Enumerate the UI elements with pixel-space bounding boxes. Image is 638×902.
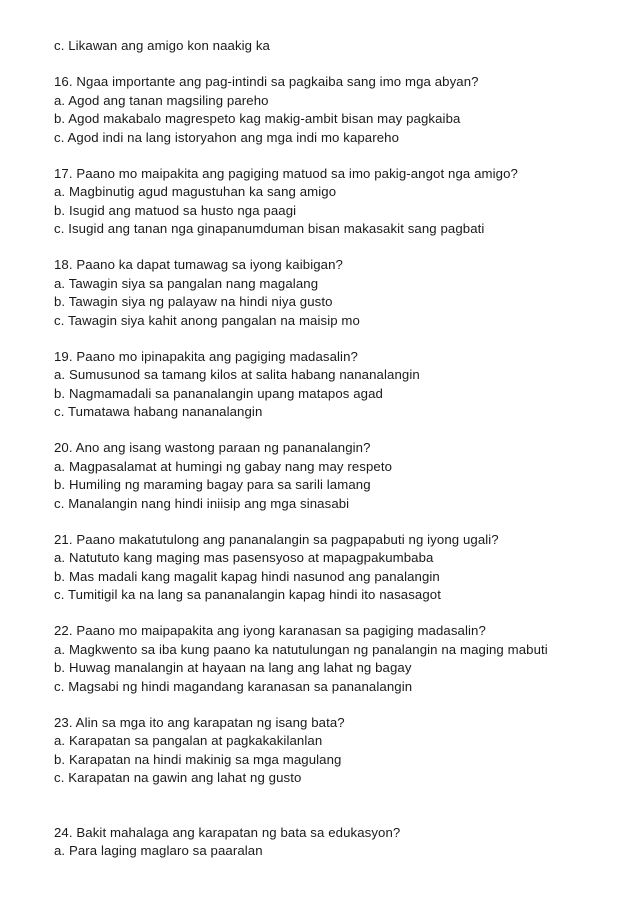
option-b: b. Humiling ng maraming bagay para sa sarili lamang (54, 477, 371, 492)
option-c: c. Tawagin siya kahit anong pangalan na maisip mo (54, 312, 360, 328)
question-text: 18. Paano ka dapat tumawag sa iyong kaibigan? (54, 257, 343, 272)
option-a: a. Magbinutig agud magustuhan ka sang amigo (54, 184, 337, 199)
question-text: 23. Alin sa mga ito ang karapatan ng isang bata? (54, 714, 345, 730)
question-17 (54, 165, 634, 239)
question-text: 17. Paano mo maipakita ang pagiging matuod sa imo pakig-angot nga amigo? (54, 165, 518, 181)
question-20 (54, 439, 634, 513)
option-a: a. Agod ang tanan magsiling pareho (54, 92, 269, 108)
option-c: c. Manalangin nang hindi iniisip ang mga sinasabi (54, 495, 350, 511)
question-text: 21. Paano makatutulong ang pananalangin sa pagpapabuti ng iyong ugali? (54, 531, 499, 547)
question-text: 24. Bakit mahalaga ang karapatan ng bata sa edukasyon? (54, 824, 401, 840)
question-23 (54, 714, 634, 788)
option-c: c. Karapatan na gawin ang lahat ng gusto (54, 770, 302, 785)
question-text: 22. Paano mo maipapakita ang iyong karanasan sa pagiging madasalin? (54, 623, 486, 638)
option-b: b. Huwag manalangin at hayaan na lang ang lahat ng bagay (54, 660, 412, 675)
option-b: b. Tawagin siya ng palayaw na hindi niya gusto (54, 294, 333, 309)
question-24 (54, 824, 634, 861)
question-18 (54, 256, 634, 330)
option-c: c. Isugid ang tanan nga ginapanumduman bisan makasakit sang pagbati (54, 221, 485, 236)
option-c: c. Tumitigil ka na lang sa pananalangin kapag hindi ito nasasagot (54, 587, 441, 602)
option-b: b. Isugid ang matuod sa husto nga paagi (54, 202, 297, 218)
option-a: a. Tawagin siya sa pangalan nang magalang (54, 275, 319, 291)
question-22 (54, 622, 634, 696)
option-b: b. Karapatan na hindi makinig sa mga magulang (54, 751, 342, 767)
option-a: a. Natututo kang maging mas pasensyoso at mapagpakumbaba (54, 550, 434, 565)
option-a: a. Karapatan sa pangalan at pagkakakilanlan (54, 733, 323, 748)
question-16 (54, 73, 634, 147)
question-19 (54, 348, 634, 422)
option-c: c. Magsabi ng hindi magandang karanasan sa pananalangin (54, 678, 413, 694)
question-text: 20. Ano ang isang wastong paraan ng pananalangin? (54, 440, 371, 455)
option-b: b. Nagmamadali sa pananalangin upang matapos agad (54, 385, 383, 401)
option-c: c. Agod indi na lang istoryahon ang mga indi mo kapareho (54, 129, 400, 145)
option-a: a. Magpasalamat at humingi ng gabay nang may respeto (54, 458, 393, 474)
option-a: a. Sumusunod sa tamang kilos at salita habang nananalangin (54, 367, 420, 382)
option-b: b. Agod makabalo magrespeto kag makig-ambit bisan may pagkaiba (54, 111, 461, 126)
question-text: 16. Ngaa importante ang pag-intindi sa pagkaiba sang imo mga abyan? (54, 74, 479, 89)
leading-option: c. Likawan ang amigo kon naakig ka (54, 38, 270, 53)
option-a: a. Magkwento sa iba kung paano ka natutulungan ng panalangin na maging mabuti (54, 641, 548, 657)
question-21 (54, 531, 634, 605)
quiz-content (54, 37, 634, 861)
question-text: 19. Paano mo ipinapakita ang pagiging madasalin? (54, 348, 358, 364)
option-a: a. Para laging maglaro sa paaralan (54, 843, 263, 858)
option-c: c. Tumatawa habang nananalangin (54, 404, 263, 419)
option-b: b. Mas madali kang magalit kapag hindi nasunod ang panalangin (54, 568, 440, 584)
